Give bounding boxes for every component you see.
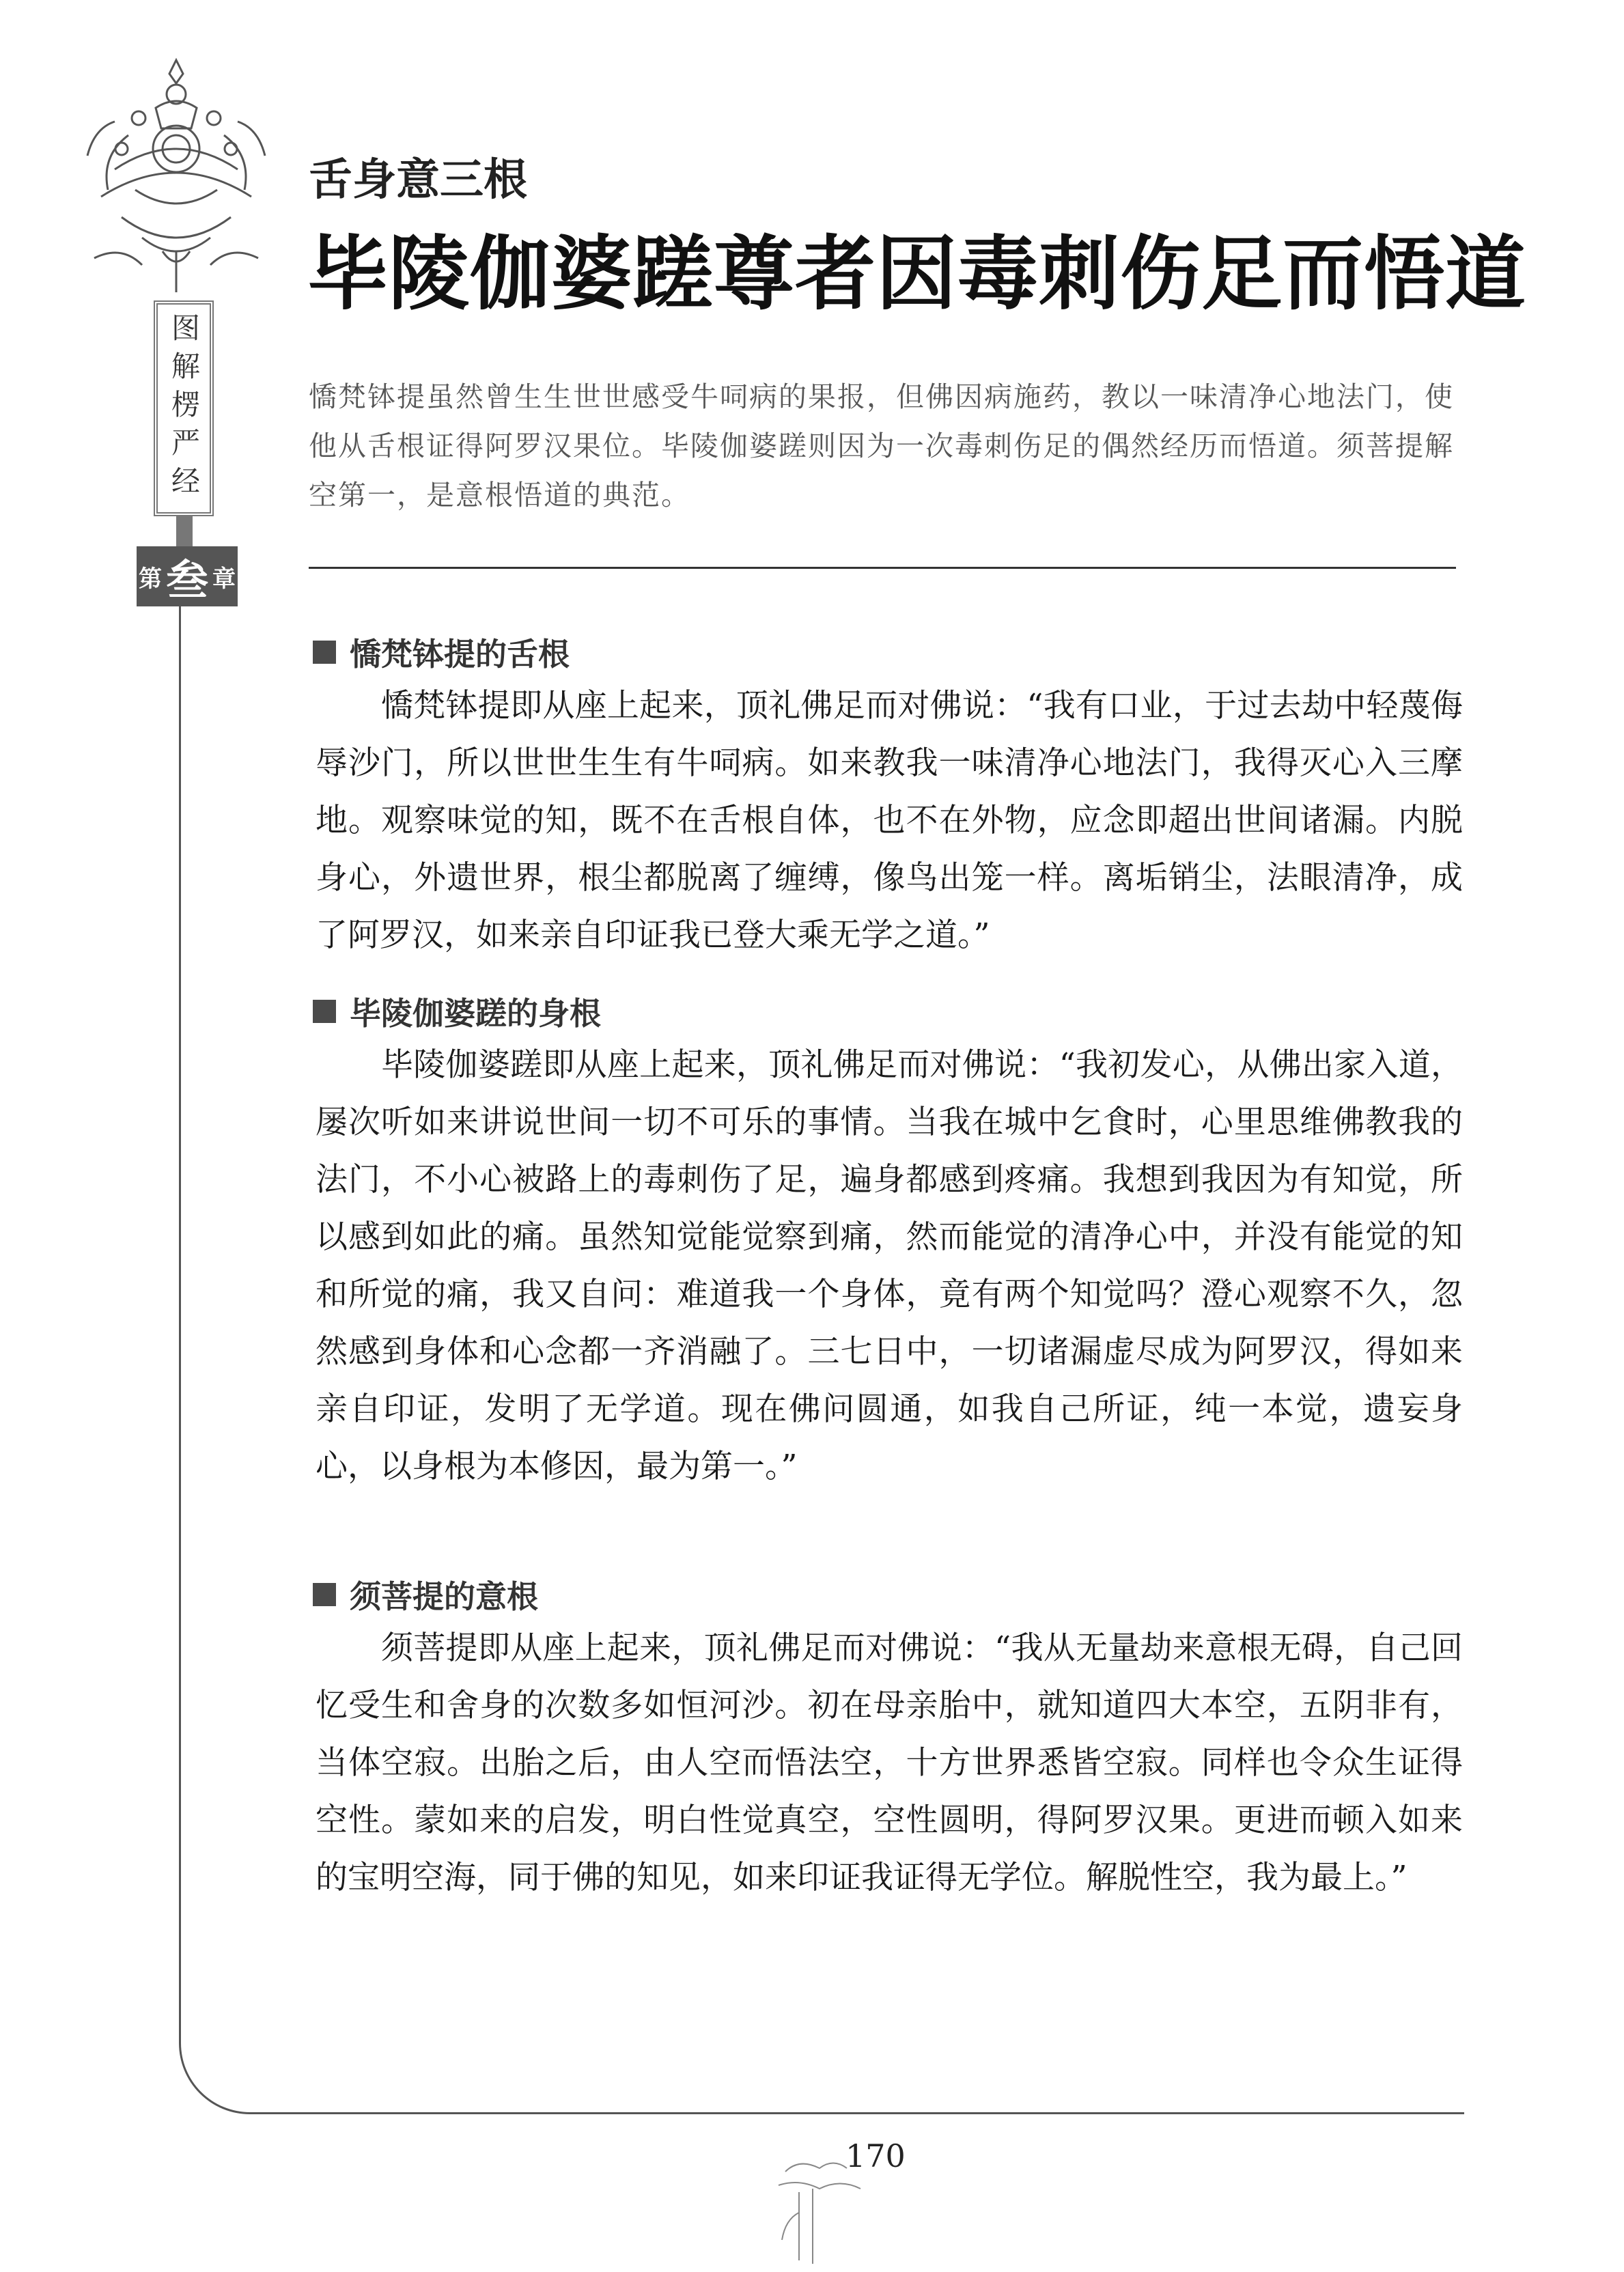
section-heading-body xyxy=(313,989,601,1034)
sidebar-connector xyxy=(176,516,193,550)
section-heading-text: 憍梵钵提的舌根 xyxy=(350,636,570,673)
section-heading-text: 须菩提的意根 xyxy=(350,1578,538,1615)
book-label-text: 图解楞严经 xyxy=(167,313,201,504)
lotus-ornament-icon xyxy=(74,53,279,340)
page-title: 毕陵伽婆蹉尊者因毒刺伤足而悟道 xyxy=(307,227,1527,321)
tree-ornament-icon xyxy=(758,2151,895,2272)
square-bullet-icon xyxy=(313,1583,336,1606)
page-bottom-rule xyxy=(249,2112,1464,2114)
page-frame-line xyxy=(179,606,250,2114)
chapter-suffix: 章 xyxy=(212,565,236,593)
chapter-prefix: 第 xyxy=(138,565,162,593)
page-subtitle: 舌身意三根 xyxy=(309,155,527,206)
section-body-mind: 须菩提即从座上起来，顶礼佛足而对佛说：“我从无量劫来意根无碍，自己回忆受生和舍身的次数多如恒河沙。初在母亲胎中，就知道四大本空，五阴非有，当体空寂。出胎之后，由人空而悟法空，十方世界悉皆空寂。同样也令众生证得空性。蒙如来的启发，明白性觉真空，空性圆明，得阿罗汉果。更进而顿入如来的宝明空海，同于佛的知见，如来印证我证得无学位。解脱性空，我为最上。” xyxy=(316,1629,1463,1896)
section-body-body: 毕陵伽婆蹉即从座上起来，顶礼佛足而对佛说：“我初发心，从佛出家入道，屡次听如来讲说世间一切不可乐的事情。当我在城中乞食时，心里思维佛教我的法门，不小心被路上的毒刺伤了足，遍身都感到疼痛。我想到我因为有知觉，所以感到如此的痛。虽然知觉能觉察到痛，然而能觉的清净心中，并没有能觉的知和所觉的痛，我又自问：难道我一个身体，竟有两个知觉吗？澄心观察不久，忽然感到身体和心念都一齐消融了。三七日中，一切诸漏虚尽成为阿罗汉，得如来亲自印证，发明了无学道。现在佛问圆通，如我自己所证，纯一本觉，遗妄身心，以身根为本修因，最为第一。” xyxy=(316,1046,1463,1485)
intro-paragraph: 憍梵钵提虽然曾生生世世感受牛呞病的果报，但佛因病施药，教以一味清净心地法门，使他从舌根证得阿罗汉果位。毕陵伽婆蹉则因为一次毒刺伤足的偶然经历而悟道。须菩提解空第一，是意根悟道的典范。 xyxy=(309,380,1454,511)
section-heading-text: 毕陵伽婆蹉的身根 xyxy=(350,995,601,1032)
section-heading-tongue xyxy=(313,630,570,675)
square-bullet-icon xyxy=(313,641,336,664)
square-bullet-icon xyxy=(313,1000,336,1023)
section-heading-mind xyxy=(313,1572,538,1617)
chapter-badge xyxy=(137,546,238,606)
page-number: 170 xyxy=(845,2137,906,2174)
section-body-tongue: 憍梵钵提即从座上起来，顶礼佛足而对佛说：“我有口业，于过去劫中轻蔑侮辱沙门，所以世世生生有牛呞病。如来教我一味清净心地法门，我得灭心入三摩地。观察味觉的知，既不在舌根自体，也不在外物，应念即超出世间诸漏。内脱身心，外遗世界，根尘都脱离了缠缚，像鸟出笼一样。离垢销尘，法眼清净，成了阿罗汉，如来亲自印证我已登大乘无学之道。” xyxy=(316,687,1463,954)
divider xyxy=(309,567,1456,569)
book-label xyxy=(154,300,214,516)
chapter-number: 叁 xyxy=(165,555,208,605)
